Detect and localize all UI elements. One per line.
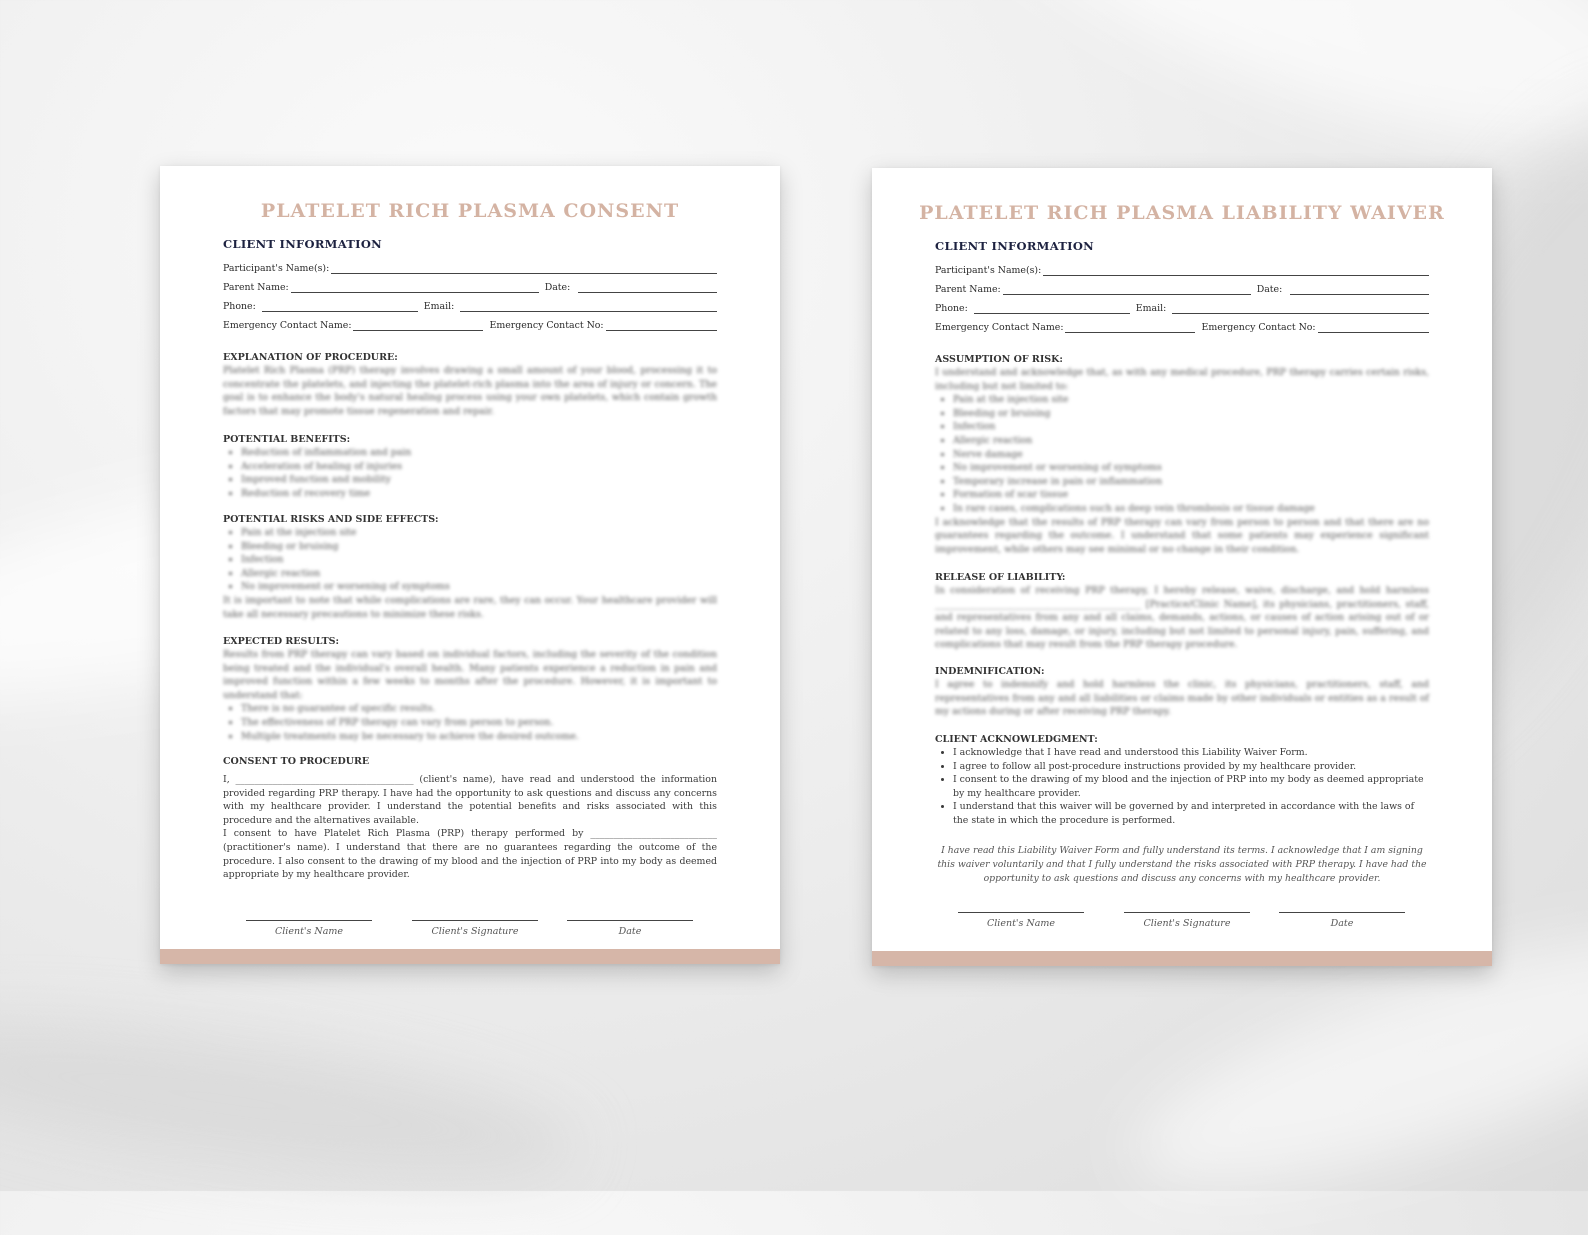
list-item: • The effectiveness of PRP therapy can vary from person to person. [241, 716, 717, 730]
list-item: • Pain at the injection site [953, 393, 1429, 407]
acknowledgment-list [935, 746, 1429, 828]
client-name-signature-field[interactable] [246, 920, 372, 937]
emergency-name-line[interactable] [353, 320, 483, 331]
risks-list [223, 526, 717, 621]
email-line[interactable] [1172, 303, 1429, 314]
emergency-name-label: Emergency Contact Name: [935, 322, 1064, 333]
email-label: Email: [423, 301, 455, 312]
assumption-heading: ASSUMPTION OF RISK: [935, 354, 1063, 365]
participant-label: Participant's Name(s): [935, 265, 1042, 276]
client-name-signature-field[interactable] [958, 912, 1084, 929]
list-item: • Reduction of recovery time [241, 487, 717, 501]
list-item: • No improvement or worsening of symptoms [241, 580, 717, 594]
assumption-note: I acknowledge that the results of PRP therapy can vary from person to person and that there are no guarantees regarding the outcome. I understand that some patients may experience significant improvement, while others may see minimal or no change in their condition. [935, 516, 1429, 555]
client-info-heading: CLIENT INFORMATION [223, 237, 382, 251]
results-heading: EXPECTED RESULTS: [223, 636, 340, 647]
consent-text [223, 773, 717, 882]
indemnification-heading: INDEMNIFICATION: [935, 666, 1045, 677]
emergency-row [223, 317, 717, 331]
list-item: • Pain at the injection site [241, 526, 717, 540]
explanation-heading: EXPLANATION OF PROCEDURE: [223, 352, 398, 363]
risks-heading: POTENTIAL RISKS AND SIDE EFFECTS: [223, 514, 439, 525]
client-signature-field[interactable] [1124, 912, 1250, 929]
consent-form-page [160, 166, 780, 964]
results-text [223, 648, 717, 743]
emergency-no-line[interactable] [606, 320, 717, 331]
list-item: • Allergic reaction [241, 567, 717, 581]
phone-row [223, 298, 717, 312]
phone-line[interactable] [262, 301, 418, 312]
participant-label: Participant's Name(s): [223, 263, 330, 274]
phone-row [935, 300, 1429, 314]
list-item: • There is no guarantee of specific results. [241, 702, 717, 716]
list-item: • Nerve damage [953, 448, 1429, 462]
date-line[interactable] [1290, 284, 1429, 295]
list-item: • In rare cases, complications such as deep vein thrombosis or tissue damage [953, 502, 1429, 516]
assumption-paragraph: I understand and acknowledge that, as with any medical procedure, PRP therapy carries certain risks, including but not limited to: [935, 367, 1429, 392]
phone-label: Phone: [223, 301, 256, 312]
client-signature-caption: Client's Signature [431, 926, 519, 937]
parent-label: Parent Name: [935, 284, 1001, 295]
consent-paragraph-2: I consent to have Platelet Rich Plasma (PRP) therapy performed by ___________________________ (practitioner's name). I understand that there are no guarantees regarding the outcome of the procedure. I also consent to the drawing of my blood and the injection of PRP into my body as deemed appropriate by my healthcare provider. [223, 828, 717, 881]
date-caption: Date [618, 926, 642, 937]
release-paragraph: In consideration of receiving PRP therapy, I hereby release, waive, discharge, and hold harmless ____________________________________________ [Practice/Clinic Name], its physicians, practitioners, staff, and representatives from any and all claims, demands, actions, or causes of action arising out of or related to any loss, damage, or injury, including but not limited to personal injury, pain, suffering, and complications that may result from the PRP therapy procedure. [935, 585, 1429, 651]
risks-note: It is important to note that while complications are rare, they can occur. Your healthcare provider will take all necessary precautions to minimize these risks. [223, 594, 717, 620]
parent-label: Parent Name: [223, 282, 289, 293]
list-item: • Bleeding or bruising [241, 540, 717, 554]
parent-line[interactable] [1003, 284, 1251, 295]
participant-line[interactable] [1043, 265, 1429, 276]
list-item: • I acknowledge that I have read and understood this Liability Waiver Form. [953, 746, 1429, 760]
list-item: • Improved function and mobility [241, 473, 717, 487]
date-line[interactable] [578, 282, 717, 293]
assumption-text [935, 366, 1429, 556]
participant-line[interactable] [331, 263, 717, 274]
phone-line[interactable] [974, 303, 1130, 314]
list-item: • Acceleration of healing of injuries [241, 460, 717, 474]
indemnification-text [935, 678, 1429, 719]
list-item: • Formation of scar tissue [953, 488, 1429, 502]
client-signature-caption: Client's Signature [1143, 918, 1231, 929]
results-paragraph: Results from PRP therapy can vary based on individual factors, including the severity of the condition being treated and the individual's overall health. Many patients experience a reduction in pain and improved function within a few weeks to months after the procedure. However, it is important to understand that: [223, 649, 717, 701]
explanation-paragraph: Platelet Rich Plasma (PRP) therapy involves drawing a small amount of your blood, processing it to concentrate the platelets, and injecting the platelet-rich plasma into the area of injury or concern. The goal is to enhance the body's natural healing process using your own platelets, which contain growth factors that may promote tissue regeneration and repair. [223, 365, 717, 417]
phone-label: Phone: [935, 303, 968, 314]
consent-title: PLATELET RICH PLASMA CONSENT [260, 200, 680, 222]
benefits-list [223, 446, 717, 500]
emergency-row [935, 319, 1429, 333]
list-item: • Infection [241, 553, 717, 567]
emergency-no-label: Emergency Contact No: [1201, 322, 1316, 333]
client-name-caption: Client's Name [274, 926, 344, 937]
date-label: Date: [1256, 284, 1283, 295]
parent-row [223, 279, 717, 293]
emergency-name-line[interactable] [1065, 322, 1195, 333]
list-item: • Temporary increase in pain or inflammation [953, 475, 1429, 489]
indemnification-paragraph: I agree to indemnify and hold harmless the clinic, its physicians, practitioners, staff, and representatives from any and all liabilities or claims made by other individuals or entities as a result of my actions during or after receiving PRP therapy. [935, 679, 1429, 718]
list-item: • Infection [953, 420, 1429, 434]
client-info-heading: CLIENT INFORMATION [935, 239, 1094, 253]
footer-band [160, 949, 780, 964]
waiver-title: PLATELET RICH PLASMA LIABILITY WAIVER [919, 202, 1445, 224]
date-signature-field[interactable] [1279, 912, 1405, 929]
parent-row [935, 281, 1429, 295]
client-signature-field[interactable] [412, 920, 538, 937]
emergency-no-label: Emergency Contact No: [489, 320, 604, 331]
fabric-shadow [0, 992, 585, 1208]
emergency-name-label: Emergency Contact Name: [223, 320, 352, 331]
consent-heading: CONSENT TO PROCEDURE [223, 756, 370, 767]
list-item: • No improvement or worsening of symptoms [953, 461, 1429, 475]
release-text [935, 584, 1429, 652]
list-item: • Bleeding or bruising [953, 407, 1429, 421]
benefits-heading: POTENTIAL BENEFITS: [223, 434, 351, 445]
email-line[interactable] [460, 301, 717, 312]
list-item: • Reduction of inflammation and pain [241, 446, 717, 460]
release-heading: RELEASE OF LIABILITY: [935, 572, 1066, 583]
emergency-no-line[interactable] [1318, 322, 1429, 333]
list-item: • Allergic reaction [953, 434, 1429, 448]
parent-line[interactable] [291, 282, 539, 293]
date-label: Date: [544, 282, 571, 293]
footer-band [872, 951, 1492, 966]
list-item: • I understand that this waiver will be governed by and interpreted in accordance with the laws of the state in which the procedure is performed. [953, 800, 1429, 827]
list-item: • I consent to the drawing of my blood and the injection of PRP into my body as deemed appropriate by my healthcare provider. [953, 773, 1429, 800]
participant-row [223, 260, 717, 274]
consent-paragraph-1: I, ______________________________________ (client's name), have read and understood the information provided regarding PRP therapy. I have had the opportunity to ask questions and discuss any concerns with my healthcare provider. I understand the potential benefits and risks associated with this procedure and the alternatives available. [223, 774, 717, 826]
client-name-caption: Client's Name [986, 918, 1056, 929]
participant-row [935, 262, 1429, 276]
liability-waiver-page [872, 168, 1492, 966]
list-item: • Multiple treatments may be necessary to achieve the desired outcome. [241, 730, 717, 744]
date-signature-field[interactable] [567, 920, 693, 937]
explanation-text [223, 364, 717, 418]
acknowledgment-heading: CLIENT ACKNOWLEDGMENT: [935, 734, 1098, 745]
closing-statement: I have read this Liability Waiver Form and fully understand its terms. I acknowledge that I am signing this waiver voluntarily and that I fully understand the risks associated with PRP therapy. I have had the opportunity to ask questions and discuss any concerns with my healthcare provider. [937, 845, 1427, 884]
list-item: • I agree to follow all post-procedure instructions provided by my healthcare provider. [953, 760, 1429, 774]
email-label: Email: [1135, 303, 1167, 314]
date-caption: Date [1330, 918, 1354, 929]
